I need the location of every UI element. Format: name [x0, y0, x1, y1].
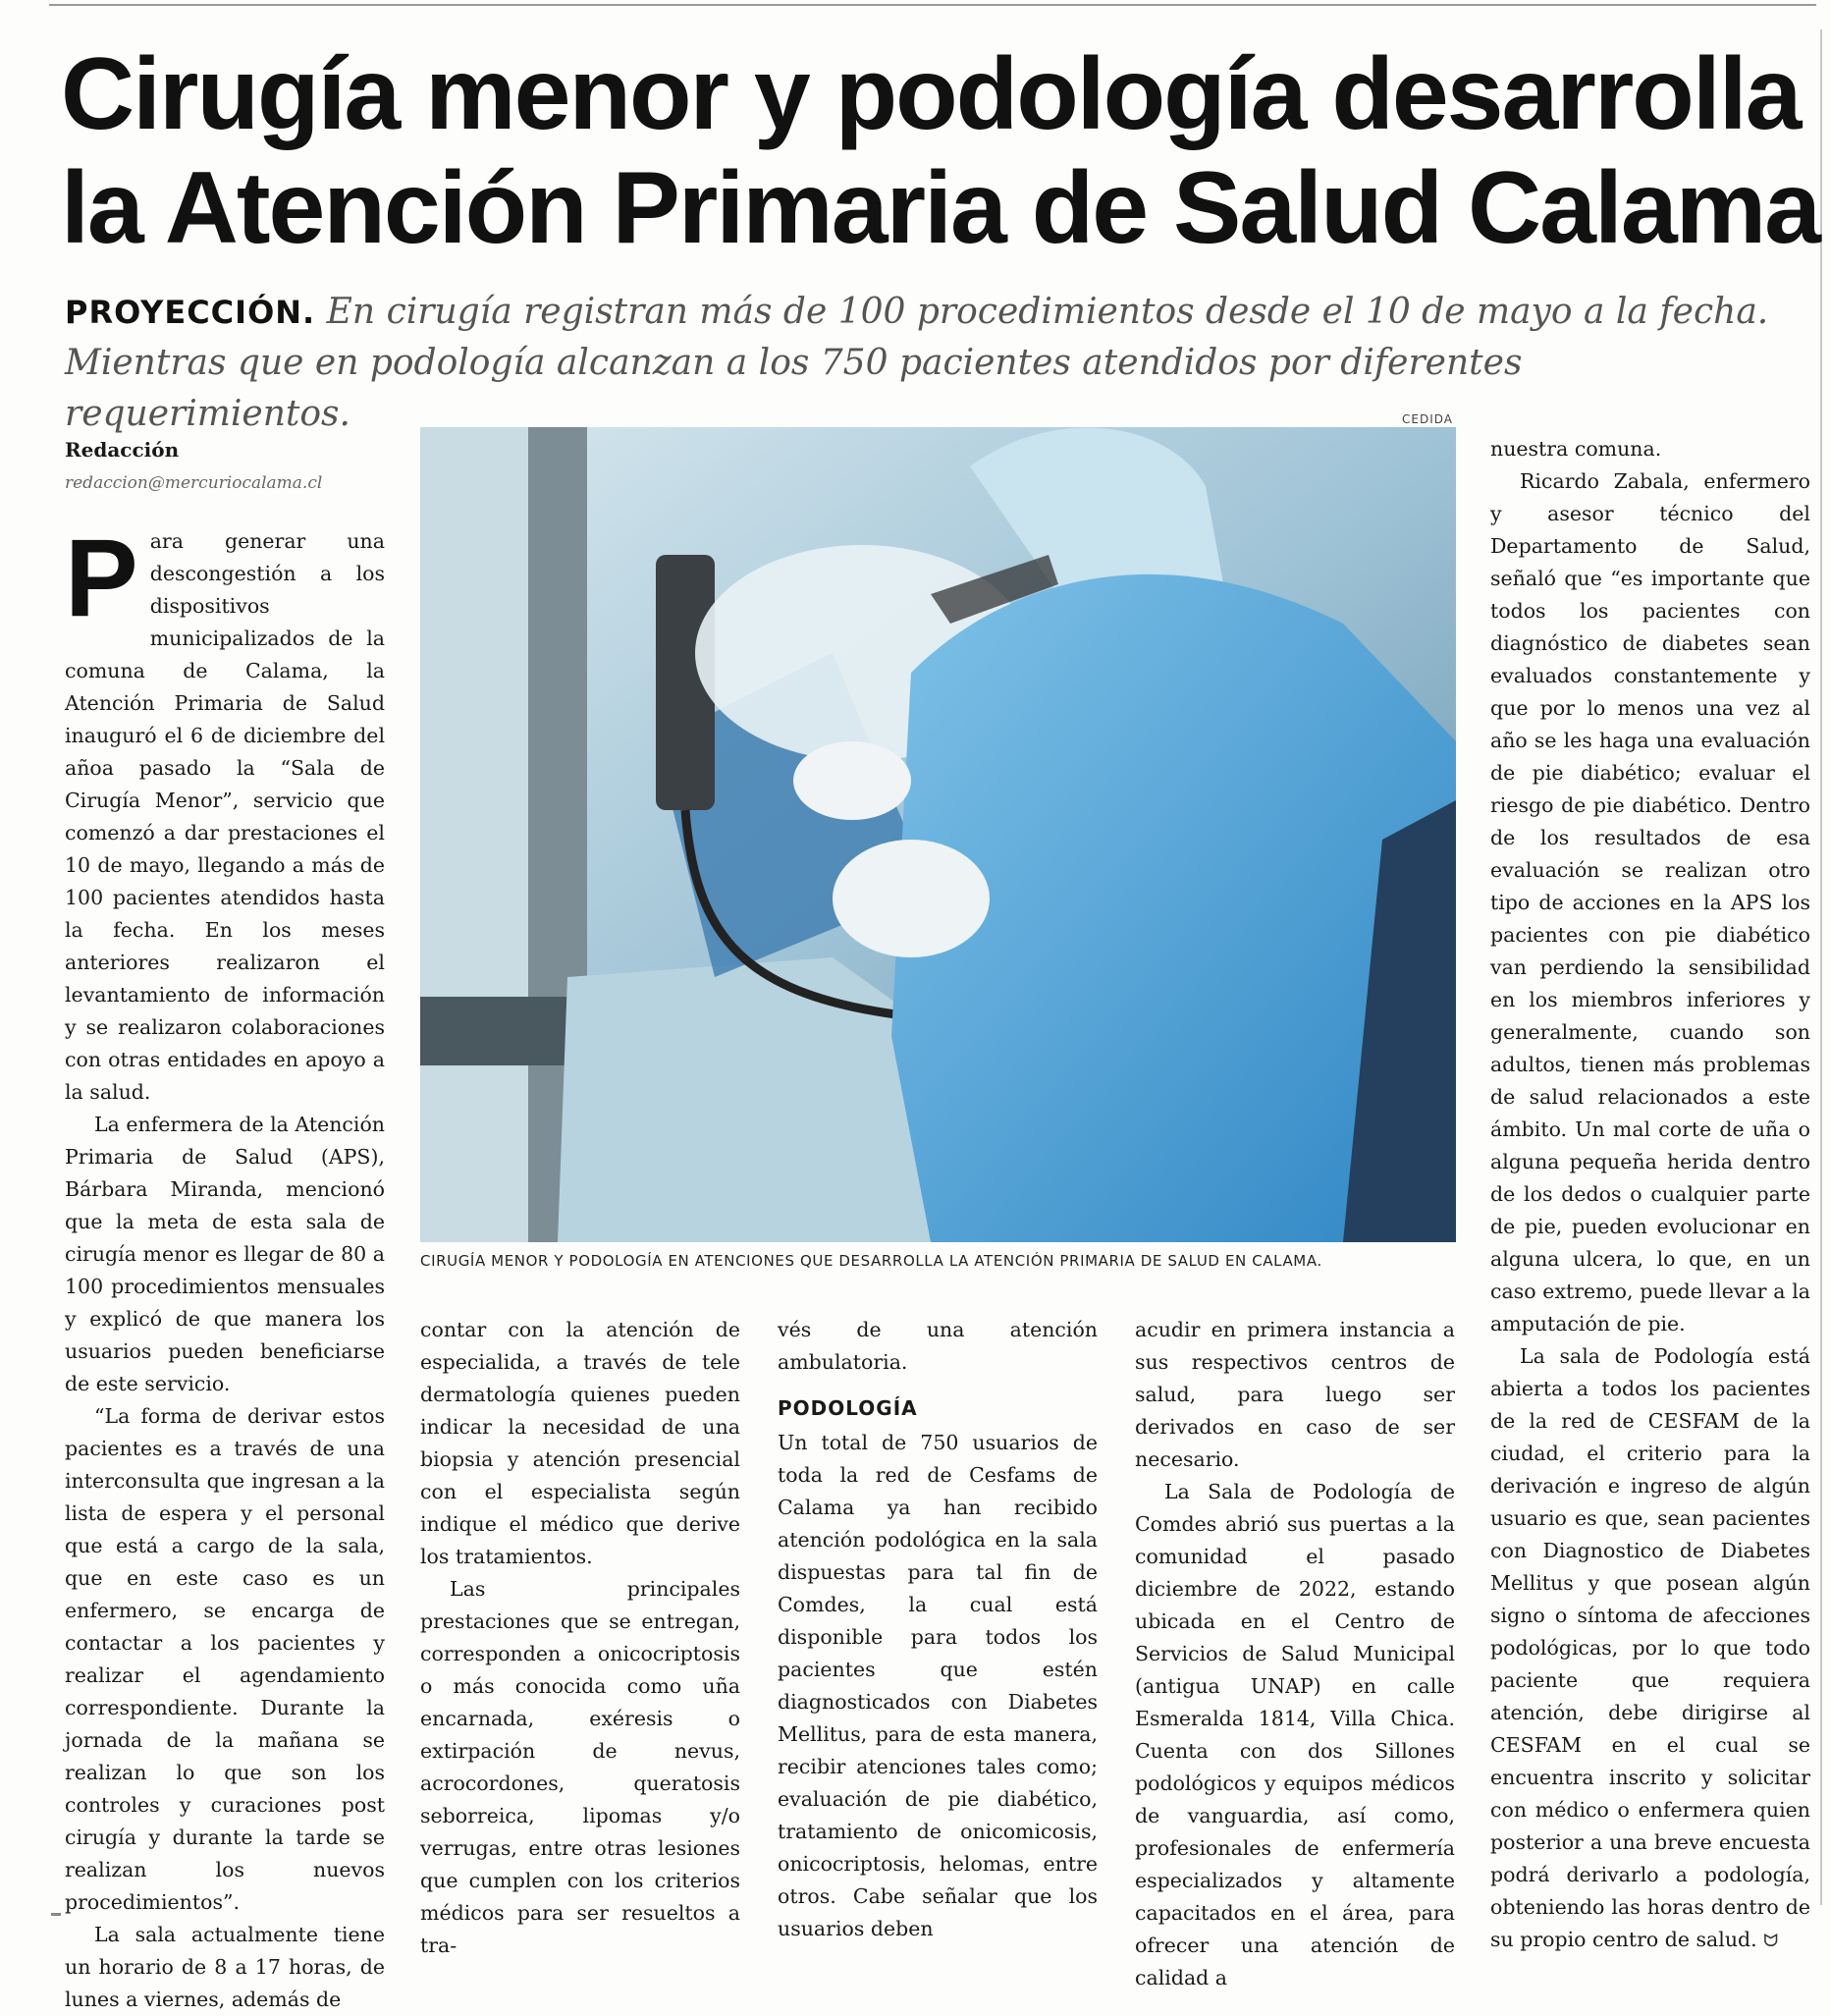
kicker: PROYECCIÓN.	[65, 294, 316, 331]
column-2	[420, 1314, 740, 1962]
column-4	[1135, 1314, 1455, 1994]
footer-mark	[51, 1913, 61, 1916]
paragraph	[1490, 1340, 1810, 1957]
column-5	[1490, 433, 1810, 1957]
headline-line-1: Cirugía menor y podología desarrolla	[61, 37, 1801, 151]
deck-text: En cirugía registran más de 100 procedimientos desde el 10 de mayo a la fecha. Mientras que en podología alcanzan a los 750 pacientes atendidos por diferentes requerimientos.	[65, 292, 1769, 434]
paragraph-text: ara generar una descongestión a los dispositivos municipalizados de la comuna de Calama, la Atención Primaria de Salud inauguró el 6 de diciembre del añoa pasado la “Sala de Cirugía Menor”, servicio que comenzó a dar prestaciones el 10 de mayo, llegando a más de 100 pacientes atendidos hasta la fecha. En los meses anteriores realizaron el levantamiento de información y se realizaron colaboraciones con otras entidades en apoyo a la salud.	[65, 529, 385, 1104]
paragraph: La enfermera de la Atención Primaria de Salud (APS), Bárbara Miranda, mencionó que la meta de esta sala de cirugía menor es llegar de 80 a 100 procedimientos mensuales y explicó de que manera los usuarios pueden beneficiarse de este servicio.	[65, 1113, 385, 1395]
byline: Redacción	[65, 438, 180, 462]
photo-illustration	[420, 427, 1456, 1242]
paragraph: vés de una atención ambulatoria.	[778, 1318, 1098, 1374]
paragraph-text: La sala de Podología está abierta a todos los pacientes de la red de CESFAM de la ciudad, el criterio para la derivación e ingreso de algún usuario es que, sean pacientes con Diagnostico de Diabetes Mellitus y que posean algún signo o síntoma de afecciones podológicas, por lo que todo paciente que requiera atención, debe dirigirse al CESFAM en el cual se encuentra inscrito y solicitar con médico o enfermera quien posterior a una breve encuesta podrá derivarlo a podología, obteniendo las horas dentro de su propio centro de salud.	[1490, 1344, 1810, 1951]
paragraph: Ricardo Zabala, enfermero y asesor técnico del Departamento de Salud, señaló que “es importante que todos los pacientes con diagnóstico de diabetes sean evaluados constantemente y que por lo menos una vez al año se les haga una evaluación de pie diabético; evaluar el riesgo de pie diabético. Dentro de los resultados de esa evaluación se realizan otro tipo de acciones en la APS los pacientes con pie diabético van perdiendo la sensibilidad en los miembros inferiores y generalmente, cuando son adultos, tienen más problemas de salud relacionados a este ámbito. Un mal corte de uña o alguna pequeña herida dentro de los dedos o cualquier parte de pie, pueden evolucionar en alguna ulcera, lo que, en un caso extremo, puede llevar a la amputación de pie.	[1490, 469, 1810, 1335]
article-photo	[420, 427, 1456, 1242]
byline-email: redaccion@mercuriocalama.cl	[65, 473, 323, 493]
paragraph: La sala actualmente tiene un horario de 8 a 17 horas, de lunes a viernes, además de	[65, 1923, 385, 2011]
section-subhead: PODOLOGÍA	[778, 1396, 918, 1420]
end-mark-icon: ᗢ	[1763, 1931, 1779, 1951]
paragraph: contar con la atención de especialida, a través de tele dermatología quienes pueden indicar la necesidad de una biopsia y atención presencial con el especialista según indique el médico que derive los tratamientos.	[420, 1318, 740, 1568]
photo-caption: CIRUGÍA MENOR Y PODOLOGÍA EN ATENCIONES QUE DESARROLLA LA ATENCIÓN PRIMARIA DE SALUD EN CALAMA.	[420, 1252, 1322, 1270]
paragraph	[65, 517, 385, 1109]
deck	[65, 287, 1803, 440]
headline-line-2: la Atención Primaria de Salud Calama	[61, 151, 1820, 265]
paragraph: “La forma de derivar estos pacientes es a través de una interconsulta que ingresan a la lista de espera y el personal que está a cargo de la sala, que en este caso es un enfermero, se encarga de contactar a los pacientes y realizar el agendamiento correspondiente. Durante la jornada de la mañana se realizan lo que son los controles y curaciones post cirugía y durante la tarde se realizan los nuevos procedimientos”.	[65, 1404, 385, 1914]
paragraph: acudir en primera instancia a sus respectivos centros de salud, para luego ser derivados en caso de ser necesario.	[1135, 1318, 1455, 1471]
paragraph: Un total de 750 usuarios de toda la red de Cesfams de Calama ya han recibido atención podológica en la sala dispuestas para tal fin de Comdes, la cual está disponible para todos los pacientes que estén diagnosticados con Diabetes Mellitus, para de esta manera, recibir atenciones tales como; evaluación de pie diabético, tratamiento de onicomicosis, onicocriptosis, helomas, entre otros. Cabe señalar que los usuarios deben	[778, 1431, 1098, 1940]
top-rule	[49, 4, 1816, 6]
paragraph: Las principales prestaciones que se entregan, corresponden a onicocriptosis o más conocida como uña encarnada, exéresis o extirpación de nevus, acrocordones, queratosis seborreica, lipomas y/o verrugas, entre otras lesiones que cumplen con los criterios médicos para ser resueltos a tra-	[420, 1577, 740, 1957]
drop-cap: P	[65, 517, 138, 639]
column-1	[65, 517, 385, 2016]
paragraph: nuestra comuna.	[1490, 437, 1662, 461]
paragraph: La Sala de Podología de Comdes abrió sus puertas a la comunidad el pasado diciembre de 2022, estando ubicada en el Centro de Servicios de Salud Municipal (antigua UNAP) en calle Esmeralda 1814, Villa Chica. Cuenta con dos Sillones podológicos y equipos médicos de vanguardia, así como, profesionales de enfermería especializados y altamente capacitados en el área, para ofrecer una atención de calidad a	[1135, 1480, 1455, 1989]
photo-credit: CEDIDA	[1402, 412, 1453, 426]
column-rule	[1820, 29, 1822, 1905]
column-3	[778, 1314, 1098, 1945]
headline	[61, 37, 1820, 265]
